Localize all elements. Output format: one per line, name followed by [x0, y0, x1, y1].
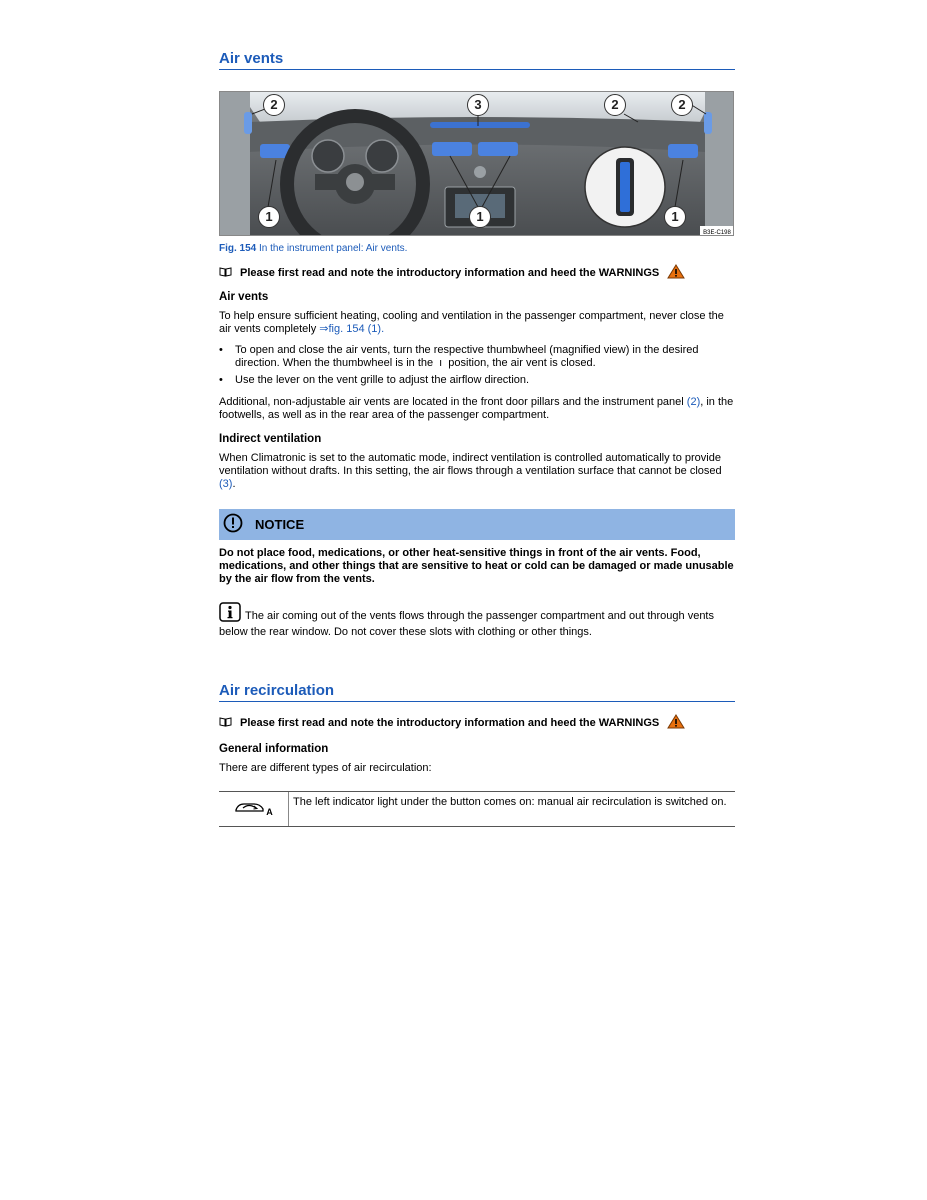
paragraph-indirect-end: . — [232, 478, 236, 490]
book-icon — [219, 717, 232, 730]
read-first-text: Please first read and note the introductory information and heed the WARNINGS — [240, 267, 660, 279]
warning-triangle-icon — [667, 264, 685, 282]
section-title-air-vents: Air vents — [219, 50, 735, 70]
paragraph-types: There are different types of air recirculation: — [219, 762, 432, 774]
heading-indirect-ventilation: Indirect ventilation — [219, 433, 322, 445]
heading-air-vents: Air vents — [219, 291, 269, 303]
symbol-letter: A — [266, 807, 273, 817]
info-text: The air coming out of the vents flows through the passenger compartment and out through vents below the rear window. Do not cover these slots with clothing or other things. — [219, 610, 714, 638]
callout-1-right: 1 — [664, 206, 686, 228]
fig-154-link[interactable]: ⇒fig. 154 (1). — [319, 323, 385, 335]
heading-general-information: General information — [219, 743, 329, 755]
paragraph-additional-vents — [219, 396, 735, 422]
callout-1-center: 1 — [469, 206, 491, 228]
callout-3-link[interactable]: (3) — [219, 478, 233, 490]
paragraph-additional-end: , in the footwells, as well as in the rear area of the passenger compartment. — [219, 396, 734, 421]
read-first-line — [219, 264, 735, 282]
figure-caption — [219, 243, 735, 254]
bullet-thumbwheel-text: To open and close the air vents, turn the respective thumbwheel (magnified view) in the desired direction. When the thumbwheel is in the — [235, 344, 699, 369]
callout-2-left: 2 — [263, 94, 285, 116]
recirculation-table — [219, 791, 735, 827]
bullet-thumbwheel — [219, 344, 735, 370]
figure-caption-text: In the instrument panel: Air vents. — [256, 243, 408, 254]
book-icon — [219, 267, 232, 280]
callout-2-center: 2 — [604, 94, 626, 116]
paragraph-intro-text: To help ensure sufficient heating, cooling and ventilation in the passenger compartment, never close the air vents completely — [219, 310, 724, 335]
read-first-line-2 — [219, 714, 735, 732]
paragraph-indirect — [219, 452, 735, 491]
air-recirculation-icon — [234, 800, 266, 819]
figure-code: B3E-C198 — [703, 230, 731, 236]
callout-3: 3 — [467, 94, 489, 116]
info-icon — [219, 602, 241, 626]
paragraph-additional-text: Additional, non-adjustable air vents are located in the front door pillars and the instrument panel — [219, 396, 687, 408]
bullet-thumbwheel-end: position, the air vent is closed. — [448, 357, 596, 369]
section-title-air-recirculation: Air recirculation — [219, 682, 735, 702]
callout-2-link[interactable]: (2) — [686, 396, 701, 408]
paragraph-intro — [219, 310, 735, 336]
callout-1-left: 1 — [258, 206, 280, 228]
bullet-lever — [219, 374, 735, 387]
paragraph-indirect-text: When Climatronic is set to the automatic mode, indirect ventilation is controlled automatically to provide ventilation without drafts. In this setting, the air flows through a ventilation surface that cannot be closed — [219, 452, 722, 477]
warning-triangle-icon — [667, 714, 685, 732]
table-description-cell: The left indicator light under the button comes on: manual air recirculation is switched on. — [293, 796, 727, 808]
info-note — [219, 602, 735, 639]
read-first-text-2: Please first read and note the introductory information and heed the WARNINGS — [240, 717, 660, 729]
exclamation-circle-icon — [223, 513, 243, 536]
notice-body: Do not place food, medications, or other heat-sensitive things in front of the air vents. Food, medications, and other things that are sensitive to heat or cold can be damaged or made unusable by the air flow from the vents. — [219, 547, 734, 585]
closed-position-symbol: ı — [439, 357, 443, 369]
notice-label: NOTICE — [255, 517, 305, 532]
figure-number: Fig. 154 — [219, 243, 257, 254]
table-symbol-cell — [219, 792, 289, 826]
callout-2-right: 2 — [671, 94, 693, 116]
figure-instrument-panel — [219, 91, 734, 236]
document-page — [219, 50, 735, 827]
notice-banner — [219, 509, 735, 540]
bullet-lever-text: Use the lever on the vent grille to adjust the airflow direction. — [235, 374, 530, 386]
bullet-dot: • — [219, 374, 223, 386]
bullet-dot: • — [219, 344, 223, 356]
